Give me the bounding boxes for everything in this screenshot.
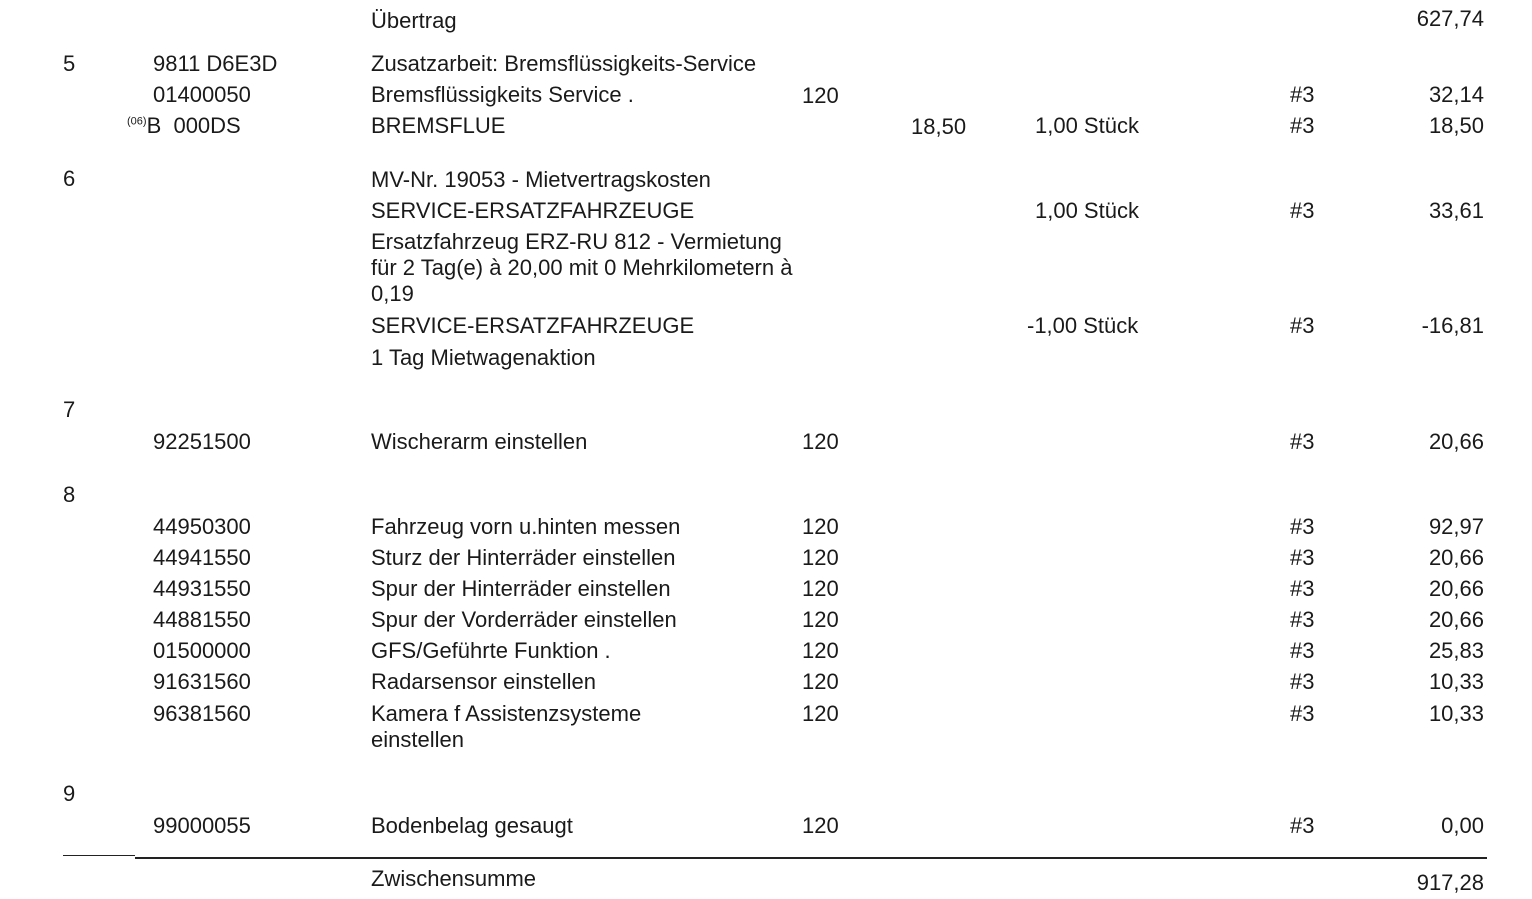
- item-code: 44881550: [153, 607, 251, 632]
- time-units: 120: [802, 669, 839, 694]
- item-description: Spur der Hinterräder einstellen: [371, 576, 671, 601]
- tax-code: #3: [1290, 429, 1315, 454]
- line-amount: 25,83: [1428, 638, 1484, 663]
- line-amount: 10,33: [1428, 701, 1484, 726]
- item-code: 01500000: [153, 638, 251, 663]
- item-description: MV-Nr. 19053 - Mietvertragskosten: [371, 167, 711, 192]
- time-units: 120: [802, 514, 839, 539]
- item-description: SERVICE-ERSATZFAHRZEUGE: [371, 313, 695, 338]
- carry-over-label: Übertrag: [371, 8, 457, 33]
- position-number: 9: [63, 781, 76, 806]
- time-units: 120: [802, 429, 839, 454]
- line-amount: 32,14: [1428, 82, 1484, 107]
- position-number: 7: [63, 397, 76, 422]
- tax-code: #3: [1290, 82, 1315, 107]
- time-units: 120: [802, 813, 839, 838]
- time-units: 120: [802, 638, 839, 663]
- position-number: 8: [63, 482, 76, 507]
- line-amount: 10,33: [1428, 669, 1484, 694]
- item-code: 44941550: [153, 545, 251, 570]
- item-description: SERVICE-ERSATZFAHRZEUGE: [371, 198, 695, 223]
- unit-price: 18,50: [911, 114, 967, 139]
- item-description: Wischerarm einstellen: [371, 429, 588, 454]
- subtotal-label: Zwischensumme: [371, 866, 537, 891]
- item-code: B 000DS: [146, 113, 241, 138]
- time-units: 120: [802, 545, 839, 570]
- item-code: 44950300: [153, 514, 251, 539]
- line-amount: 20,66: [1428, 607, 1484, 632]
- line-amount: 20,66: [1428, 576, 1484, 601]
- tax-code: #3: [1290, 701, 1315, 726]
- item-code: 44931550: [153, 576, 251, 601]
- quantity: 1,00 Stück: [1035, 198, 1139, 223]
- item-description: 0,19: [371, 281, 414, 306]
- item-code: 99000055: [153, 813, 251, 838]
- item-description: Radarsensor einstellen: [371, 669, 597, 694]
- item-description: BREMSFLUE: [371, 113, 506, 138]
- tax-code: #3: [1290, 813, 1315, 838]
- time-units: 120: [802, 607, 839, 632]
- item-code: 96381560: [153, 701, 251, 726]
- item-code: 92251500: [153, 429, 251, 454]
- line-amount: 20,66: [1428, 545, 1484, 570]
- line-amount: 0,00: [1441, 813, 1484, 838]
- item-description: für 2 Tag(e) à 20,00 mit 0 Mehrkilometern à: [371, 255, 793, 280]
- line-amount: 18,50: [1428, 113, 1484, 138]
- item-description: Kamera f Assistenzsysteme: [371, 701, 642, 726]
- tax-code: #3: [1290, 638, 1315, 663]
- quantity: -1,00 Stück: [1027, 313, 1139, 338]
- tax-code: #3: [1290, 514, 1315, 539]
- tax-code: #3: [1290, 607, 1315, 632]
- quantity: 1,00 Stück: [1035, 113, 1139, 138]
- subtotal-amount: 917,28: [1416, 870, 1484, 895]
- item-description: Bremsflüssigkeits Service .: [371, 82, 634, 107]
- item-code: 91631560: [153, 669, 251, 694]
- carry-over-amount: 627,74: [1416, 6, 1484, 31]
- divider-short: [63, 855, 135, 856]
- tax-code: #3: [1290, 198, 1315, 223]
- item-code-superscript: (06): [127, 115, 147, 128]
- tax-code: #3: [1290, 113, 1315, 138]
- divider-line: [135, 857, 1487, 859]
- tax-code: #3: [1290, 545, 1315, 570]
- line-amount: 20,66: [1428, 429, 1484, 454]
- item-description: Fahrzeug vorn u.hinten messen: [371, 514, 681, 539]
- item-description: einstellen: [371, 727, 464, 752]
- tax-code: #3: [1290, 313, 1315, 338]
- item-description: Bodenbelag gesaugt: [371, 813, 573, 838]
- item-description: Spur der Vorderräder einstellen: [371, 607, 677, 632]
- tax-code: #3: [1290, 576, 1315, 601]
- time-units: 120: [802, 83, 839, 108]
- item-code-with-prefix: [127, 113, 241, 139]
- line-amount: -16,81: [1421, 313, 1484, 338]
- item-description: 1 Tag Mietwagenaktion: [371, 345, 596, 370]
- item-description: Sturz der Hinterräder einstellen: [371, 545, 676, 570]
- item-description: Ersatzfahrzeug ERZ-RU 812 - Vermietung: [371, 229, 782, 254]
- position-number: 5: [63, 51, 76, 76]
- position-number: 6: [63, 166, 76, 191]
- line-amount: 33,61: [1428, 198, 1484, 223]
- item-description: GFS/Geführte Funktion .: [371, 638, 611, 663]
- time-units: 120: [802, 576, 839, 601]
- tax-code: #3: [1290, 669, 1315, 694]
- time-units: 120: [802, 701, 839, 726]
- item-code: 01400050: [153, 82, 251, 107]
- line-amount: 92,97: [1428, 514, 1484, 539]
- item-description: Zusatzarbeit: Bremsflüssigkeits-Service: [371, 51, 757, 76]
- item-code: 9811 D6E3D: [153, 51, 278, 76]
